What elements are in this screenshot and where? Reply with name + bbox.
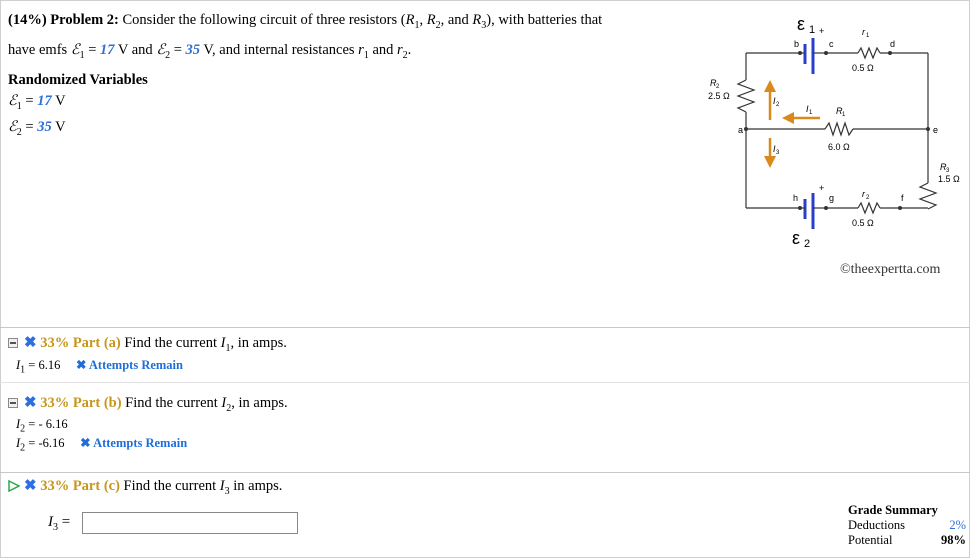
svg-text:1: 1 [842, 112, 846, 118]
svg-text:R: R [836, 106, 843, 116]
grade-summary [848, 503, 966, 548]
part-a-label: Part (a) [72, 335, 121, 351]
part-c-wrong-icon: ✖ [24, 478, 37, 494]
svg-text:1: 1 [866, 33, 870, 39]
randomized-variables: Randomized Variables ℰ$_1$ = 17 V ℰ$_2$ = 35 V [8, 72, 148, 138]
part-b-wrong-icon: ✖ [24, 395, 37, 411]
potential-label: Potential [848, 533, 893, 547]
part-a-status: ✖ Attempts Remain [75, 358, 183, 372]
part-b-answer-1: = - 6.16 [28, 417, 68, 431]
part-a-collapse-toggle[interactable] [8, 338, 18, 348]
part-a-header: ✖ 33% Part (a) Find the current $I_1$, in amps. [24, 335, 287, 354]
svg-text:1: 1 [809, 24, 816, 36]
R1-label: 6.0 Ω [828, 142, 850, 152]
deductions-label: Deductions [848, 518, 905, 532]
part-b-answer-row-2: $I_2 = -6.16$ ✖ Attempts Remain [16, 436, 188, 454]
r2-internal-label: 0.5 Ω [852, 218, 874, 228]
svg-text:I: I [773, 96, 776, 106]
potential-value: 98% [941, 533, 966, 547]
part-a-answer-row: $I_1 = 6.16$ ✖ Attempts Remain [16, 358, 183, 376]
part-c-input-label: $I_3$ = [48, 514, 71, 533]
part-b-label: Part (b) [72, 395, 122, 411]
svg-text:1: 1 [809, 110, 813, 116]
svg-text:3: 3 [946, 168, 950, 174]
R2-label: 2.5 Ω [708, 91, 730, 101]
part-b-header: ✖ 33% Part (b) Find the current $I_2$, in amps. [24, 395, 288, 414]
svg-text:2: 2 [866, 195, 870, 201]
svg-text:+: + [819, 183, 825, 193]
svg-text:3: 3 [776, 150, 780, 156]
emf2-value: 35 [185, 41, 201, 58]
part-b-status: ✖ Attempts Remain [80, 436, 188, 450]
part-a-answer: = 6.16 [28, 358, 61, 372]
grade-summary-title: Grade Summary [848, 503, 938, 517]
svg-text:r: r [862, 27, 865, 37]
emf1-label: ε [797, 14, 806, 34]
svg-text:I: I [773, 144, 776, 154]
var-emf2: 35 [37, 118, 52, 135]
part-b-answer-row-1: $I_2$ = - 6.16 [16, 417, 68, 435]
circuit-diagram [700, 8, 968, 258]
var-emf1: 17 [37, 93, 52, 109]
divider [0, 327, 970, 328]
part-c-expand-arrow-icon[interactable] [8, 480, 20, 492]
svg-text:I: I [806, 104, 809, 114]
emf2-label: ε [792, 228, 801, 248]
deductions-value: 2% [949, 518, 966, 532]
emf1-value: 17 [100, 41, 115, 58]
svg-text:2: 2 [804, 238, 811, 250]
svg-text:a: a [738, 125, 744, 135]
problem-percent: (14%) [8, 12, 47, 28]
svg-text:d: d [890, 39, 896, 49]
part-a-wrong-icon: ✖ [24, 335, 37, 351]
svg-text:h: h [793, 193, 799, 203]
svg-text:2: 2 [716, 84, 720, 90]
part-c-answer-input[interactable] [82, 512, 298, 534]
svg-text:R: R [940, 162, 947, 172]
svg-text:+: + [819, 26, 825, 36]
copyright: ©theexpertta.com [840, 262, 941, 277]
svg-text:r: r [862, 189, 865, 199]
problem-statement: (14%) Problem 2: Consider the following circuit of three resistors ($R_1$, $R_2$, and $R_3$), with batteries that have emfs ℰ$_1$ = 17 V and ℰ$_2$ = 35 V, and internal resistances $r_1$ and $r_2$. [8, 12, 603, 61]
r1-internal-label: 0.5 Ω [852, 63, 874, 73]
problem-text-b: ), with batteries that [486, 12, 603, 28]
part-c-label: Part (c) [72, 478, 120, 494]
randomized-heading: Randomized Variables [8, 72, 148, 88]
svg-text:e: e [933, 125, 939, 135]
part-c-header: ✖ 33% Part (c) Find the current $I_3$ in amps. [24, 478, 283, 497]
svg-text:b: b [794, 39, 800, 49]
R3-label: 1.5 Ω [938, 174, 960, 184]
part-b-collapse-toggle[interactable] [8, 398, 18, 408]
problem-text-a: Consider the following circuit of three resistors ( [122, 12, 406, 28]
svg-text:f: f [901, 193, 904, 203]
problem-label: Problem 2: [50, 12, 119, 28]
part-b-answer-2: = -6.16 [28, 436, 65, 450]
svg-text:2: 2 [776, 102, 780, 108]
svg-text:R: R [710, 78, 717, 88]
svg-text:g: g [829, 193, 835, 203]
svg-text:c: c [829, 39, 834, 49]
